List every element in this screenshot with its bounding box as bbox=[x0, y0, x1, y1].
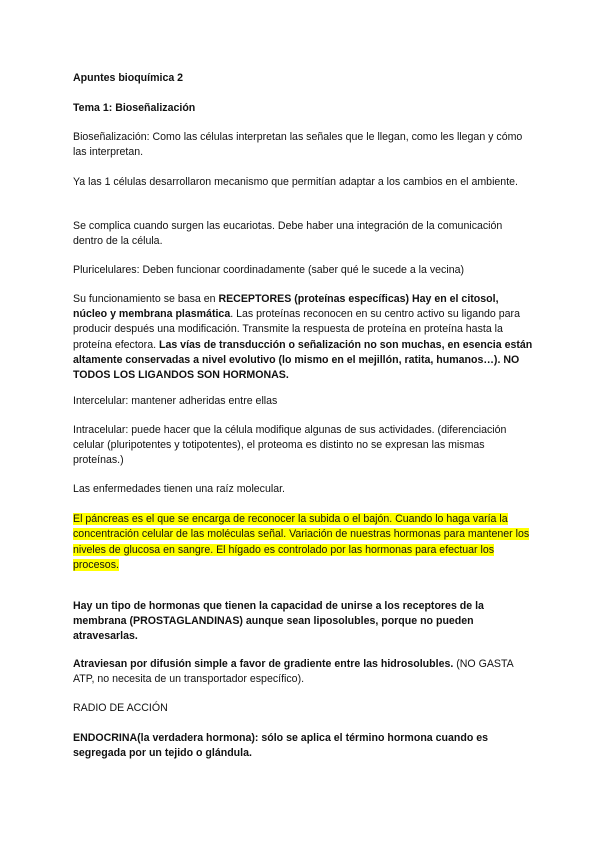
receptores-body: . Las proteínas reconocen en su centro activo su ligando para producir después una modificación. Transmite la respuesta de proteína en proteína hasta la proteína efectora. bbox=[73, 308, 520, 351]
paragraph-endocrina: ENDOCRINA(la verdadera hormona): sólo se aplica el término hormona cuando es segregada por un tejido o glándula. bbox=[73, 732, 489, 760]
paragraph-bioseñalizacion: Bioseñalización: Como las células interpretan las señales que le llegan, como les llegan y cómo las interpretan. bbox=[73, 131, 523, 159]
receptores-conclusion: Las vías de transducción o señalización no son muchas, en esencia están altamente conservadas a nivel evolutivo (lo mismo en el mejillón, ratita, humanos…). NO TODOS LOS LIGANDOS SON HORMONAS. bbox=[73, 338, 533, 382]
difusion-bold: Atraviesan por difusión simple a favor de gradiente entre las hidrosolubles. bbox=[73, 658, 454, 670]
topic-heading: Tema 1: Bioseñalización bbox=[73, 102, 196, 114]
paragraph-primeras-celulas: Ya las 1 células desarrollaron mecanismo que permitían adaptar a los cambios en el ambiente. bbox=[73, 176, 518, 188]
highlighted-paragraph-pancreas bbox=[73, 512, 533, 574]
paragraph-prostaglandinas: Hay un tipo de hormonas que tienen la capacidad de unirse a los receptores de la membrana (PROSTAGLANDINAS) aunque sean liposolubles, porque no pueden atravesarlas. bbox=[73, 600, 484, 643]
paragraph-pluricelulares: Pluricelulares: Deben funcionar coordinadamente (saber qué le sucede a la vecina) bbox=[73, 264, 465, 276]
paragraph-intercelular: Intercelular: mantener adheridas entre ellas bbox=[73, 395, 278, 407]
receptores-intro: Su funcionamiento se basa en bbox=[73, 293, 219, 305]
paragraph-eucariotas: Se complica cuando surgen las eucariotas. Debe haber una integración de la comunicación dentro de la célula. bbox=[73, 220, 503, 248]
difusion-note: (NO GASTA ATP, no necesita de un transportador específico). bbox=[73, 658, 514, 686]
paragraph-difusion bbox=[73, 657, 533, 687]
paragraph-enfermedades: Las enfermedades tienen una raíz molecular. bbox=[73, 483, 286, 495]
paragraph-receptores bbox=[73, 292, 533, 383]
paragraph-intracelular: Intracelular: puede hacer que la célula modifique algunas de sus actividades. (diferenciación celular (pluripotentes y totipotentes), el proteoma es distinto no se expresan las mismas proteínas.) bbox=[73, 424, 507, 467]
document-title: Apuntes bioquímica 2 bbox=[73, 72, 184, 84]
receptores-bold: RECEPTORES (proteínas específicas) Hay en el citosol, núcleo y membrana plasmática bbox=[73, 293, 499, 321]
section-radio-de-accion: RADIO DE ACCIÓN bbox=[73, 702, 168, 714]
highlighted-text: El páncreas es el que se encarga de reconocer la subida o el bajón. Cuando lo haga varía la concentración celular de las moléculas señal. Variación de nuestras hormonas para mantener los niveles de glucosa en sangre. El hígado es controlado por las hormonas para efectuar los procesos. bbox=[73, 513, 530, 572]
